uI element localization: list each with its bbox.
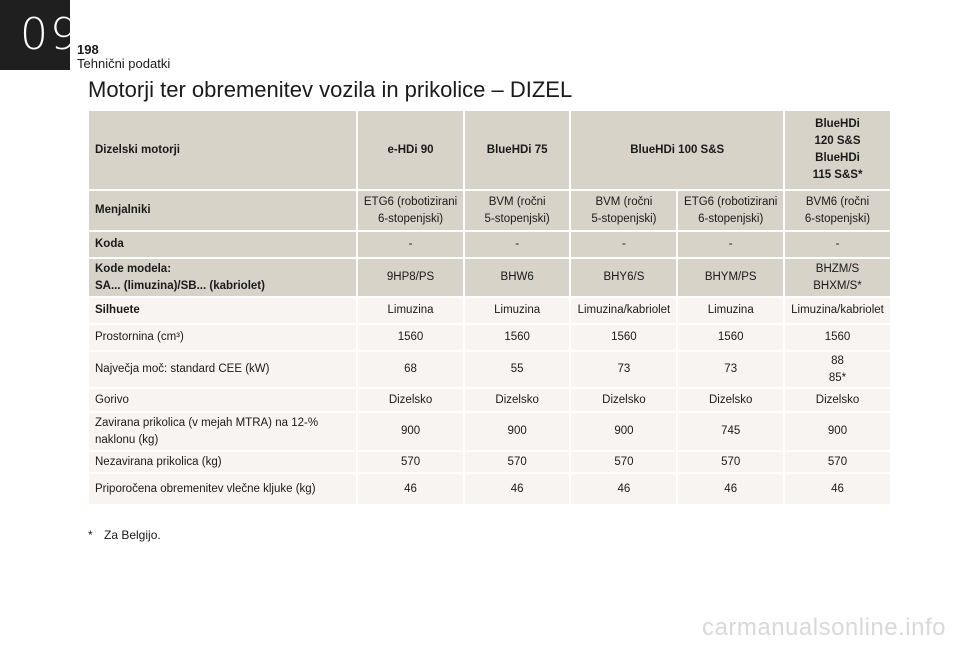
table-cell: BHZM/S BHXM/S* — [785, 259, 890, 298]
code-row — [89, 232, 890, 259]
table-cell: 570 — [465, 452, 570, 474]
row-label: Dizelski motorji — [89, 111, 356, 191]
table-row — [89, 452, 890, 474]
row-label: Zavirana prikolica (v mejah MTRA) na 12-% naklonu (kg) — [89, 413, 356, 452]
table-cell: 570 — [571, 452, 676, 474]
table-row — [89, 413, 890, 452]
model-code-row — [89, 259, 890, 298]
table-cell: 1560 — [785, 325, 890, 352]
specifications-table — [87, 111, 892, 506]
table-cell: 9HP8/PS — [358, 259, 463, 298]
table-row — [89, 474, 890, 506]
table-cell: Dizelsko — [678, 389, 783, 413]
engines-row — [89, 111, 890, 191]
table-cell: - — [358, 232, 463, 259]
table-cell: 570 — [358, 452, 463, 474]
table-cell: 55 — [465, 352, 570, 389]
table-row — [89, 389, 890, 413]
table-cell: 46 — [358, 474, 463, 506]
table-cell: BHY6/S — [571, 259, 676, 298]
table-cell: 46 — [785, 474, 890, 506]
chapter-number: 09 — [0, 0, 70, 70]
table-cell: e-HDi 90 — [358, 111, 463, 191]
footnote-text: Za Belgijo. — [104, 528, 161, 542]
table-cell: 46 — [465, 474, 570, 506]
row-label: Gorivo — [89, 389, 356, 413]
table-cell: - — [678, 232, 783, 259]
table-cell: 46 — [678, 474, 783, 506]
table-cell: Limuzina — [678, 298, 783, 325]
table-cell: Dizelsko — [785, 389, 890, 413]
table-cell: 1560 — [571, 325, 676, 352]
row-label: Največja moč: standard CEE (kW) — [89, 352, 356, 389]
footnote-marker: * — [88, 528, 93, 542]
table-cell: - — [465, 232, 570, 259]
table-cell: BVM6 (ročni 6-stopenjski) — [785, 191, 890, 232]
row-label: Kode modela: SA... (limuzina)/SB... (kabriolet) — [89, 259, 356, 298]
table-cell: 88 85* — [785, 352, 890, 389]
table-cell: Dizelsko — [358, 389, 463, 413]
gearbox-row — [89, 191, 890, 232]
row-label: Silhuete — [89, 298, 356, 325]
table-cell: 73 — [571, 352, 676, 389]
table-cell: - — [571, 232, 676, 259]
table-cell: 1560 — [678, 325, 783, 352]
table-cell: 900 — [785, 413, 890, 452]
table-cell: 900 — [571, 413, 676, 452]
table-cell: Dizelsko — [571, 389, 676, 413]
watermark: carmanualsonline.info — [702, 614, 946, 641]
row-label: Koda — [89, 232, 356, 259]
table-cell: ETG6 (robotizirani 6-stopenjski) — [358, 191, 463, 232]
table-cell: - — [785, 232, 890, 259]
footnote — [88, 528, 161, 542]
table-cell: BlueHDi 120 S&S BlueHDi 115 S&S* — [785, 111, 890, 191]
table-cell: 46 — [571, 474, 676, 506]
row-label: Prostornina (cm³) — [89, 325, 356, 352]
table-cell: Dizelsko — [465, 389, 570, 413]
row-label: Nezavirana prikolica (kg) — [89, 452, 356, 474]
body-style-row — [89, 298, 890, 325]
table-cell: Limuzina — [465, 298, 570, 325]
table-cell: BVM (ročni 5-stopenjski) — [571, 191, 676, 232]
table-cell: 1560 — [358, 325, 463, 352]
table-cell: BHW6 — [465, 259, 570, 298]
table-cell: Limuzina/kabriolet — [571, 298, 676, 325]
table-row — [89, 352, 890, 389]
table-cell: Limuzina — [358, 298, 463, 325]
table-cell: 1560 — [465, 325, 570, 352]
table-cell: 745 — [678, 413, 783, 452]
table-cell: 570 — [678, 452, 783, 474]
table-cell: 900 — [465, 413, 570, 452]
row-label: Menjalniki — [89, 191, 356, 232]
table-cell: BlueHDi 100 S&S — [571, 111, 783, 191]
row-label: Priporočena obremenitev vlečne kljuke (kg) — [89, 474, 356, 506]
table-row — [89, 325, 890, 352]
section-name: Tehnični podatki — [77, 56, 171, 71]
table-cell: 570 — [785, 452, 890, 474]
table-cell: BlueHDi 75 — [465, 111, 570, 191]
table-cell: 68 — [358, 352, 463, 389]
page-title: Motorji ter obremenitev vozila in prikolice – DIZEL — [88, 77, 573, 102]
page-number: 198 — [77, 42, 99, 57]
table-cell: BVM (ročni 5-stopenjski) — [465, 191, 570, 232]
table-cell: 73 — [678, 352, 783, 389]
table-cell: ETG6 (robotizirani 6-stopenjski) — [678, 191, 783, 232]
table-cell: 900 — [358, 413, 463, 452]
table-cell: BHYM/PS — [678, 259, 783, 298]
table-cell: Limuzina/kabriolet — [785, 298, 890, 325]
